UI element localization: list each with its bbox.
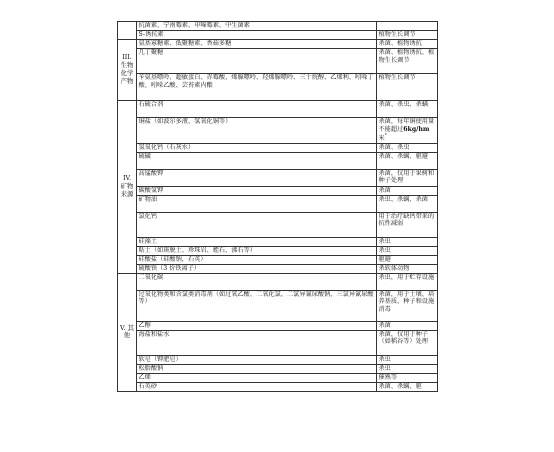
use-cell: 杀虫 bbox=[377, 364, 438, 373]
substance-cell: 松脂酸钠 bbox=[137, 364, 377, 373]
use-cell: 杀菌、植物诱抗 bbox=[377, 40, 438, 49]
table-row bbox=[118, 152, 438, 169]
table-row bbox=[118, 195, 438, 212]
use-cell: 杀菌、杀虫 bbox=[377, 143, 438, 152]
table-row bbox=[118, 118, 438, 144]
use-cell: 驱避 bbox=[377, 255, 438, 264]
substance-cell: 二氧化碳 bbox=[137, 273, 377, 290]
use-cell: 杀菌，每年铜使用量不能超过6kg/hm 米$^{^2}$ bbox=[377, 118, 438, 144]
substance-cell: 硫磺 bbox=[137, 152, 377, 169]
table-row bbox=[118, 273, 438, 290]
substance-cell: 石硫合剂 bbox=[137, 101, 377, 118]
use-cell: 催熟等 bbox=[377, 373, 438, 382]
substance-cell: S-诱抗素 bbox=[137, 31, 377, 40]
use-cell: 杀虫 bbox=[377, 246, 438, 255]
substance-cell: 软皂（钾肥皂） bbox=[137, 355, 377, 364]
use-cell: 杀虫，用于贮存设施 bbox=[377, 273, 438, 290]
substance-cell: 苄氨基嘌呤、超敏蛋白、赤霉酸、烯腺嘌呤、羟烯腺嘌呤、三十烷醇、乙烯利、吲哚丁酸、吲哚乙酸、芸苔素内酯 bbox=[137, 74, 377, 101]
table-row bbox=[118, 143, 438, 152]
table-row bbox=[118, 22, 438, 31]
table-row bbox=[118, 101, 438, 118]
substance-cell: 几丁聚糖 bbox=[137, 49, 377, 74]
category-cell: IV. 矿物来源 bbox=[118, 101, 137, 274]
substance-cell: 海盐和盐水 bbox=[137, 330, 377, 355]
table-row bbox=[118, 246, 438, 255]
substance-cell: 高锰酸钾 bbox=[137, 169, 377, 186]
substance-cell: 硅藻土 bbox=[137, 237, 377, 246]
substance-cell: 硅酸盐（硅酸钠，石英） bbox=[137, 255, 377, 264]
use-cell: 杀菌、杀螨、驱 bbox=[377, 382, 438, 391]
use-cell: 杀虫 bbox=[377, 237, 438, 246]
use-cell: 杀菌、杀螨、驱避 bbox=[377, 152, 438, 169]
substance-cell: 氨基寡糖素、低聚糖素、香菇多糖 bbox=[137, 40, 377, 49]
use-cell: 植物生长调节 bbox=[377, 31, 438, 40]
use-cell: 杀菌 bbox=[377, 186, 438, 195]
table-row bbox=[118, 186, 438, 195]
category-cell: III. 生物化学产物 bbox=[118, 40, 137, 101]
use-cell: 杀菌，仅用于种子（如稻谷等）处理 bbox=[377, 330, 438, 355]
table-row bbox=[118, 255, 438, 264]
use-cell: 杀菌，仅用于果树和种子处理 bbox=[377, 169, 438, 186]
use-cell: 杀菌 bbox=[377, 321, 438, 330]
use-text: 杀菌，每年铜使用量不能超过 bbox=[378, 118, 435, 133]
use-cell: 杀虫、杀螨、杀菌 bbox=[377, 195, 438, 212]
substance-cell: 氯化钙 bbox=[137, 212, 377, 237]
table-row bbox=[118, 382, 438, 391]
use-superscript: ² bbox=[384, 133, 387, 140]
substance-cell: 粘土（如斑脱土、珍珠岩、蛭石、沸石等） bbox=[137, 246, 377, 255]
substance-cell: 硫酸铁（3 价铁离子） bbox=[137, 264, 377, 273]
substance-cell: 抗菌素、宁南霉素、申嗪霉素、中生菌素 bbox=[137, 22, 377, 31]
table-row bbox=[118, 74, 438, 101]
use-cell: 杀虫 bbox=[377, 355, 438, 364]
substance-cell: 矿物油 bbox=[137, 195, 377, 212]
category-cell: V. 其他 bbox=[118, 273, 137, 391]
category-cell bbox=[118, 22, 137, 40]
use-cell bbox=[377, 22, 438, 31]
table-row bbox=[118, 330, 438, 355]
substance-cell: 铜盐（如波尔多液、氢氧化铜等） bbox=[137, 118, 377, 144]
table-row bbox=[118, 290, 438, 321]
substance-cell: 过氧化物类和含氯类消毒剂（如过氧乙酸、二氧化氯、二氯异氰尿酸钠、三氯异氰尿酸等） bbox=[137, 290, 377, 321]
table-row bbox=[118, 321, 438, 330]
table-row bbox=[118, 364, 438, 373]
table-row bbox=[118, 355, 438, 364]
pesticide-substance-table bbox=[117, 21, 438, 392]
substance-cell: 氢氧化钙（石灰水） bbox=[137, 143, 377, 152]
substance-cell: 碳酸氢钾 bbox=[137, 186, 377, 195]
substance-cell: 石英砂 bbox=[137, 382, 377, 391]
use-cell: 杀菌、植物诱抗、植物生长调节 bbox=[377, 49, 438, 74]
use-cell: 杀菌、杀虫、杀螨 bbox=[377, 101, 438, 118]
table-row bbox=[118, 264, 438, 273]
table-row bbox=[118, 169, 438, 186]
use-cell: 杀菌，用于土壤、培养基质、种子和设施消毒 bbox=[377, 290, 438, 321]
table-row bbox=[118, 373, 438, 382]
substance-cell: 乙醇 bbox=[137, 321, 377, 330]
table-row bbox=[118, 49, 438, 74]
table-row bbox=[118, 40, 438, 49]
use-limit: 6kg/hm bbox=[403, 125, 430, 133]
table-row bbox=[118, 237, 438, 246]
table-row bbox=[118, 31, 438, 40]
table-row bbox=[118, 212, 438, 237]
use-cell: 杀软体动物 bbox=[377, 264, 438, 273]
use-cell: 植物生长调节 bbox=[377, 74, 438, 101]
use-cell: 用于治疗缺钙带来的抗性减弱 bbox=[377, 212, 438, 237]
substance-cell: 乙烯 bbox=[137, 373, 377, 382]
